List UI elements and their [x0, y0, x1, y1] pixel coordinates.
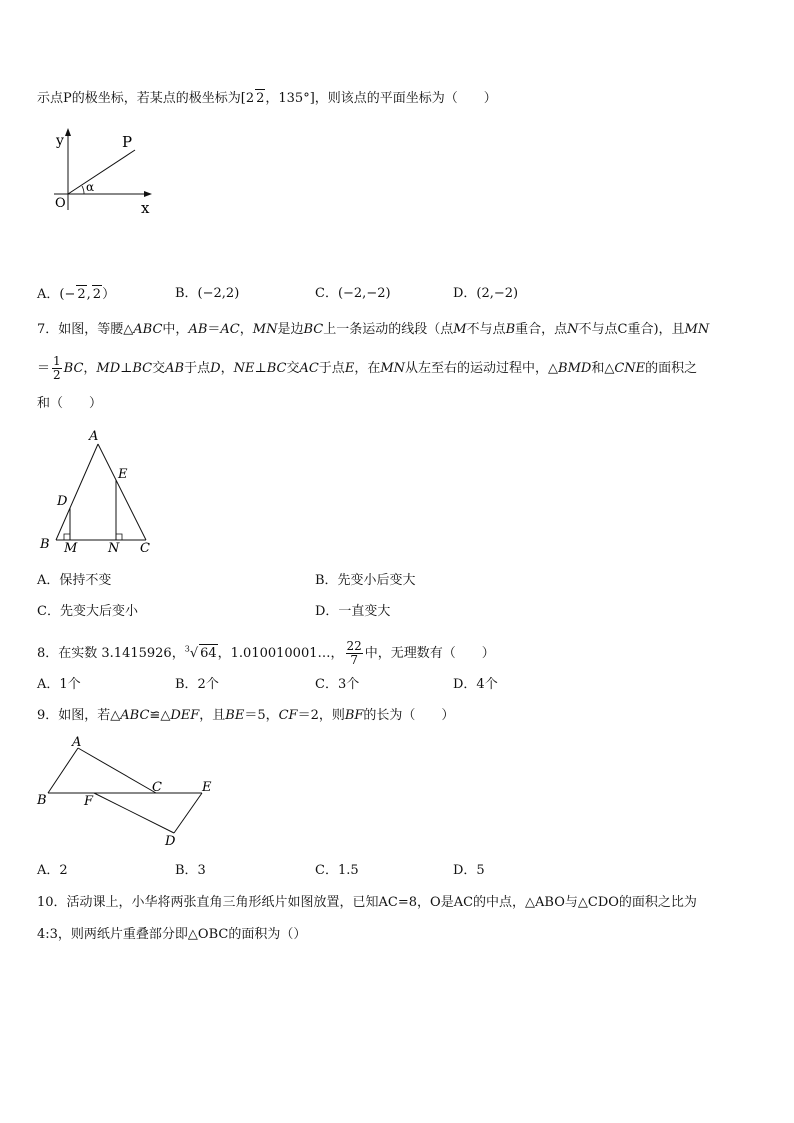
q7-label-m: M — [64, 541, 78, 556]
q6-label-x: x — [141, 199, 150, 217]
q6-option-a: A．(− 2, 2） — [37, 287, 116, 302]
q7-option-a: A．保持不变 — [37, 573, 112, 588]
q6-label-p: P — [122, 133, 133, 151]
q6-sqrt: 2 — [256, 91, 265, 106]
q9-option-c: C．1.5 — [315, 863, 359, 878]
q7-stem-line2: ＝ $\frac{1}{2}$ BC，MD⊥BC交AB于点D，NE⊥BC交AC于点E，在MN从左至右的运动过程中，△BMD和△CNE的面积之 — [37, 354, 698, 382]
q7-label-b: B — [40, 537, 50, 552]
q9-figure — [34, 733, 219, 851]
q7-stem-line1: 7．如图，等腰△ABC中，AB＝AC，MN是边BC上一条运动的线段（点M不与点B重合，点N不与点C重合)，且MN — [37, 322, 710, 337]
q7-label-d: D — [57, 494, 68, 509]
q7-figure — [36, 428, 161, 556]
q7-option-d: D．一直变大 — [315, 604, 391, 619]
q6-label-alpha: α — [86, 180, 95, 194]
q6-option-c: C．(−2,−2) — [315, 286, 391, 301]
q7-option-c: C．先变大后变小 — [37, 604, 138, 619]
q7-fraction: $\frac{1}{2}$ — [53, 354, 61, 382]
q9-label-a: A — [72, 735, 82, 750]
q6-option-d: D．(2,−2) — [453, 286, 519, 301]
q8-option-d: D．4个 — [453, 677, 498, 692]
q6-option-b: B．(−2,2) — [175, 286, 240, 301]
q9-label-f: F — [84, 794, 94, 809]
q7-stem-line3: 和（ ） — [37, 396, 103, 411]
q10-stem-line2: 4:3，则两纸片重叠部分即△OBC的面积为（） — [37, 927, 307, 942]
q10-stem-line1: 10．活动课上，小华将两张直角三角形纸片如图放置，已知AC=8，O是AC的中点，△ABO与△CDO的面积之比为 — [37, 895, 697, 910]
q6-figure — [40, 125, 170, 220]
q7-label-n: N — [108, 541, 120, 556]
q8-root-index: 3 — [184, 644, 190, 654]
q6-label-o: O — [55, 196, 66, 211]
q7-label-c: C — [140, 541, 150, 556]
q6-label-y: y — [56, 133, 64, 149]
q8-radicand: 64 — [200, 646, 217, 661]
q9-label-b: B — [37, 793, 47, 808]
q7-option-b: B．先变小后变大 — [315, 573, 416, 588]
q8-option-c: C．3个 — [315, 677, 360, 692]
q7-label-a: A — [89, 429, 99, 444]
q9-label-c: C — [152, 780, 162, 795]
q9-label-d: D — [165, 834, 176, 849]
q8-stem: 8．在实数 3.1415926，$^3$√ 64，1.010010001…， $\frac{22}{7}$ 中，无理数有（ ） — [37, 639, 495, 667]
q9-stem: 9．如图，若△ABC≌△DEF，且BE＝5，CF＝2，则BF的长为（ ） — [37, 708, 455, 723]
q8-fraction: $\frac{22}{7}$ — [346, 639, 362, 667]
q7-label-e: E — [118, 467, 128, 482]
q8-option-a: A．1个 — [37, 677, 81, 692]
q6-stem: 示点P的极坐标，若某点的极坐标为[2 2，135°]，则该点的平面坐标为（ ） — [37, 91, 497, 106]
q9-option-b: B．3 — [175, 863, 206, 878]
q9-option-d: D．5 — [453, 863, 485, 878]
q8-option-b: B．2个 — [175, 677, 219, 692]
q9-label-e: E — [202, 780, 212, 795]
q9-option-a: A．2 — [37, 863, 68, 878]
